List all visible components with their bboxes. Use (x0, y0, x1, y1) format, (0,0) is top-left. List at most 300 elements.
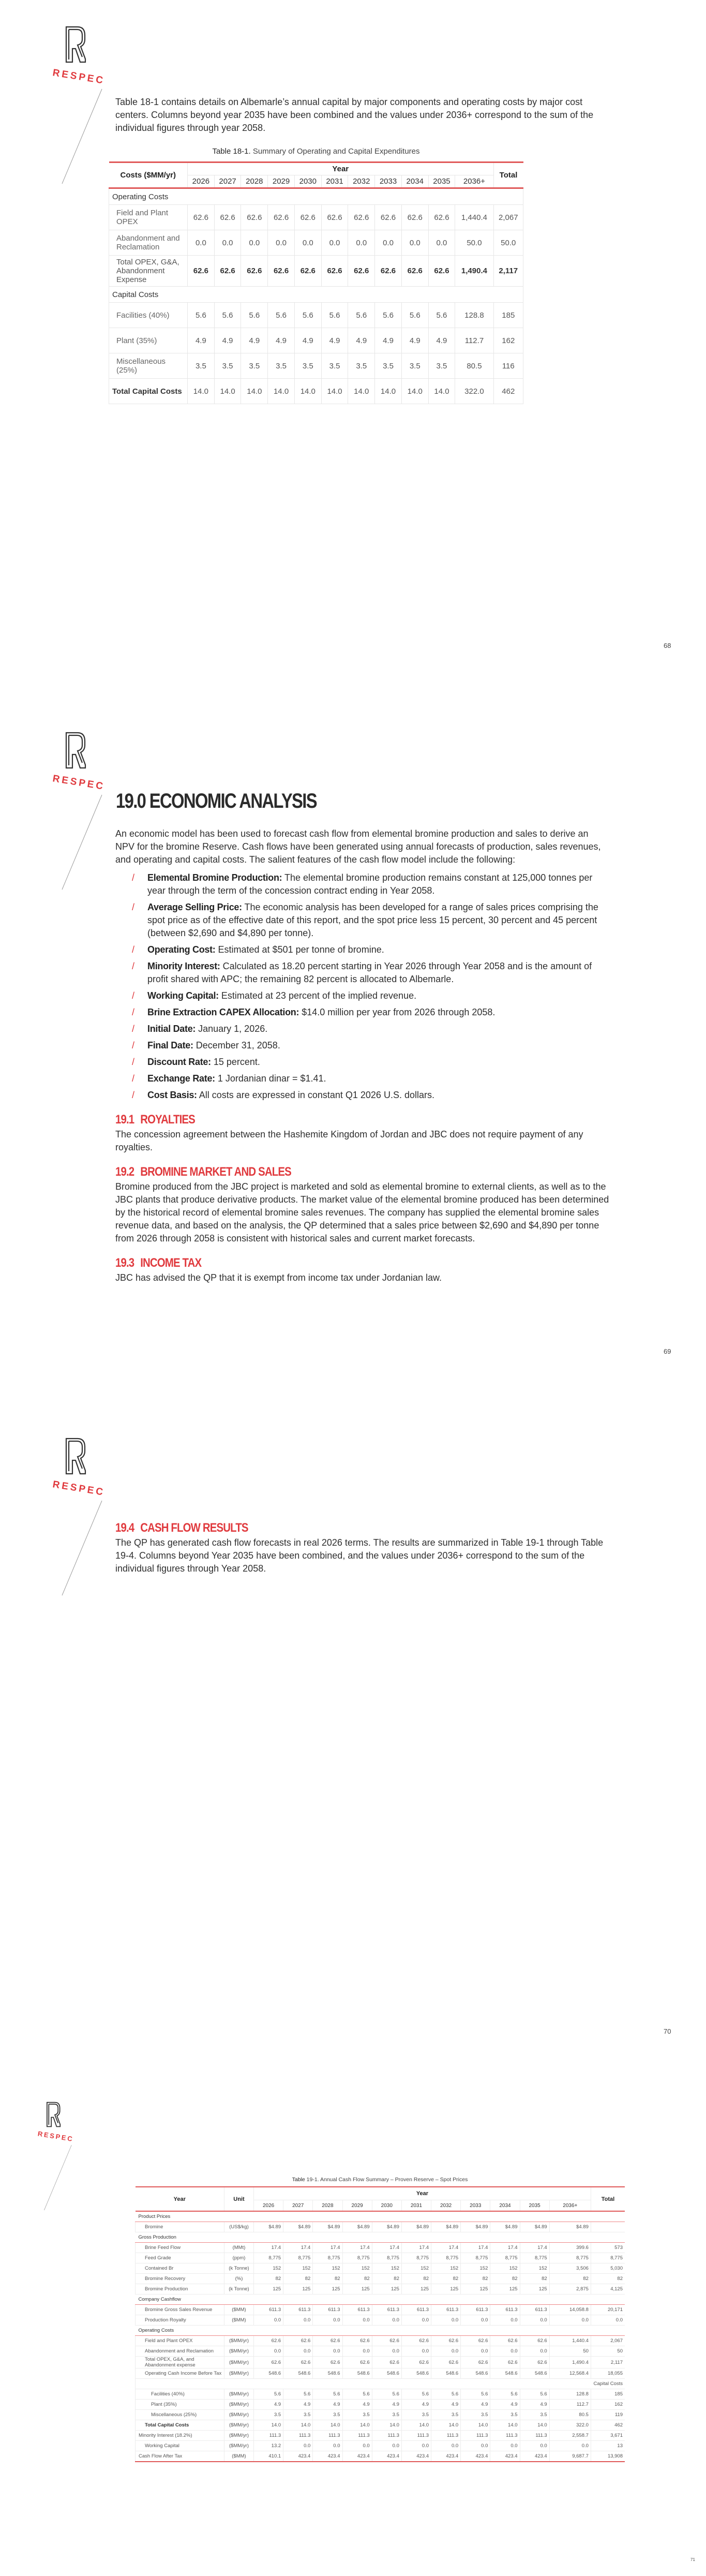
total-header: Total (493, 162, 523, 188)
cell-value: 119 (591, 2410, 625, 2420)
cell-value: 14.0 (431, 2420, 461, 2431)
row-label: Feed Grade (136, 2253, 224, 2263)
cell-value: 3,671 (591, 2431, 625, 2441)
row-label: Operating Cash Income Before Tax (136, 2368, 224, 2379)
cell-value: 0.0 (490, 2441, 520, 2451)
unit-cell: ($MM/yr) (224, 2389, 254, 2400)
cell-value: 125 (520, 2284, 549, 2294)
cell-value: 80.5 (455, 353, 493, 379)
cell-value: 17.4 (372, 2243, 401, 2253)
cell-value: 50 (591, 2346, 625, 2357)
cell-value: 152 (490, 2263, 520, 2274)
row-label: Total Capital Costs (136, 2420, 224, 2431)
cell-value: 62.6 (321, 205, 348, 230)
cell-value: 0.0 (401, 2346, 431, 2357)
table-row (136, 2451, 625, 2462)
row-label: Miscellaneous (25%) (136, 2410, 224, 2420)
cell-value: 3.5 (294, 353, 321, 379)
table-row (136, 2357, 625, 2368)
year-header: Year (254, 2187, 591, 2200)
cell-value: 0.0 (268, 230, 295, 256)
page-title: 19.0 ECONOMIC ANALYSIS (116, 790, 317, 812)
cell-value: $4.89 (431, 2222, 461, 2232)
cell-value: 3.5 (241, 353, 268, 379)
bullet-slash-icon: / (132, 961, 135, 971)
cell-value: 0.0 (294, 230, 321, 256)
page-number: 68 (664, 642, 671, 649)
cell-value: 50 (549, 2346, 591, 2357)
cell-value: 125 (401, 2284, 431, 2294)
cell-value: 62.6 (294, 205, 321, 230)
section-title: BROMINE MARKET AND SALES (140, 1165, 291, 1179)
unit-cell: ($MM/yr) (224, 2368, 254, 2379)
cell-value: 4.9 (313, 2400, 342, 2410)
cell-value: 4.9 (401, 2400, 431, 2410)
cell-value: 1,440.4 (455, 205, 493, 230)
caption-text: Summary of Operating and Capital Expenditures (250, 147, 420, 156)
cell-value: 0.0 (549, 2441, 591, 2451)
cell-value: 8,775 (342, 2253, 372, 2263)
cell-value: 4.9 (428, 328, 455, 353)
cell-value: 548.6 (431, 2368, 461, 2379)
unit-cell: (%) (224, 2274, 254, 2284)
cell-value: 17.4 (313, 2243, 342, 2253)
section-label: Product Prices (136, 2211, 625, 2222)
cell-value: 0.0 (431, 2441, 461, 2451)
cell-value: 3.5 (348, 353, 375, 379)
unit-cell: ($MM) (224, 2305, 254, 2315)
cell-value: 14.0 (241, 379, 268, 404)
bullet-text: Estimated at $501 per tonne of bromine. (215, 944, 384, 955)
svg-text:RESPEC: RESPEC (52, 773, 106, 792)
cell-value: 0.0 (321, 230, 348, 256)
bullet-text: December 31, 2058. (193, 1040, 280, 1050)
bullet-term: Elemental Bromine Production: (147, 872, 282, 883)
bullet-term: Initial Date: (147, 1024, 196, 1034)
unit-cell: (MMt) (224, 2243, 254, 2253)
bullet-slash-icon: / (132, 944, 135, 955)
cell-value: 423.4 (283, 2451, 313, 2462)
table-row (136, 2441, 625, 2451)
bullet-term: Brine Extraction CAPEX Allocation: (147, 1007, 299, 1017)
year-column-header: 2026 (188, 175, 215, 188)
cell-value: 62.6 (461, 2336, 490, 2346)
cell-value: 82 (342, 2274, 372, 2284)
cell-value: 4,125 (591, 2284, 625, 2294)
cell-value: 62.6 (283, 2336, 313, 2346)
cell-value: $4.89 (461, 2222, 490, 2232)
cell-value: 423.4 (520, 2451, 549, 2462)
cell-value: 3.5 (401, 2410, 431, 2420)
cell-value: 548.6 (342, 2368, 372, 2379)
svg-text:RESPEC: RESPEC (37, 2129, 74, 2143)
cell-value: 3.5 (268, 353, 295, 379)
section-row (136, 2379, 625, 2389)
bullet-term: Average Selling Price: (147, 902, 242, 912)
section-row (136, 2294, 625, 2305)
cell-value: 3.5 (431, 2410, 461, 2420)
cell-value: 152 (313, 2263, 342, 2274)
cell-value: 0.0 (375, 230, 402, 256)
cell-value: 62.6 (241, 205, 268, 230)
table-19-1 (135, 2186, 625, 2462)
cell-value: 3.5 (283, 2410, 313, 2420)
cell-value: 5.6 (431, 2389, 461, 2400)
year-column-header: 2036+ (549, 2200, 591, 2212)
cell-value: 611.3 (372, 2305, 401, 2315)
cell-value: 548.6 (490, 2368, 520, 2379)
bullet-text: 1 Jordanian dinar = $1.41. (215, 1073, 326, 1084)
cell-value: 5.6 (428, 303, 455, 328)
bullet-text: Estimated at 23 percent of the implied revenue. (218, 990, 417, 1001)
svg-text:RESPEC: RESPEC (52, 67, 106, 86)
bullet-slash-icon: / (132, 1040, 135, 1050)
row-label: Bromine Production (136, 2284, 224, 2294)
cell-value: 611.3 (490, 2305, 520, 2315)
cell-value: 62.6 (313, 2357, 342, 2368)
bullet-slash-icon: / (132, 990, 135, 1001)
unit-cell: ($MM) (224, 2451, 254, 2462)
cell-value: 111.3 (490, 2431, 520, 2441)
cell-value: 4.9 (372, 2400, 401, 2410)
row-label: Bromine Recovery (136, 2274, 224, 2284)
total-header: Total (591, 2187, 625, 2211)
cell-value: 548.6 (254, 2368, 283, 2379)
cell-value: 2,067 (493, 205, 523, 230)
bullet-slash-icon: / (132, 1007, 135, 1017)
cell-value: 423.4 (372, 2451, 401, 2462)
cell-value: 152 (254, 2263, 283, 2274)
cell-value: 3.5 (313, 2410, 342, 2420)
cell-value: 8,775 (520, 2253, 549, 2263)
cell-value: 8,775 (313, 2253, 342, 2263)
bullet-text: 15 percent. (211, 1057, 260, 1067)
cell-value: 0.0 (490, 2346, 520, 2357)
cell-value: 2,117 (493, 256, 523, 287)
cell-value: 12,568.4 (549, 2368, 591, 2379)
cell-value: 5.6 (214, 303, 241, 328)
cell-value: 8,775 (372, 2253, 401, 2263)
cell-value: 62.6 (490, 2336, 520, 2346)
cell-value: 62.6 (372, 2357, 401, 2368)
section-label: Capital Costs (109, 287, 523, 303)
cell-value: 8,775 (591, 2253, 625, 2263)
cell-value: 9,687.7 (549, 2451, 591, 2462)
cell-value: 0.0 (490, 2315, 520, 2326)
cell-value: 0.0 (591, 2315, 625, 2326)
cell-value: 5.6 (342, 2389, 372, 2400)
cell-value: 5.6 (268, 303, 295, 328)
section-label: Operating Costs (109, 188, 523, 205)
bullet-term: Exchange Rate: (147, 1073, 215, 1084)
cell-value: 3.5 (254, 2410, 283, 2420)
cell-value: 548.6 (372, 2368, 401, 2379)
cell-value: 4.9 (321, 328, 348, 353)
table-row (136, 2253, 625, 2263)
cell-value: 62.6 (254, 2336, 283, 2346)
cell-value: 82 (520, 2274, 549, 2284)
cell-value: 17.4 (401, 2243, 431, 2253)
cell-value: 116 (493, 353, 523, 379)
cell-value: 5,030 (591, 2263, 625, 2274)
row-label: Field and Plant OPEX (109, 205, 188, 230)
cell-value: 8,775 (254, 2253, 283, 2263)
table-row (136, 2431, 625, 2441)
cell-value: 5.6 (401, 303, 428, 328)
cell-value: 4.9 (241, 328, 268, 353)
cell-value: 3.5 (520, 2410, 549, 2420)
cell-value: 82 (431, 2274, 461, 2284)
cell-value: 1,440.4 (549, 2336, 591, 2346)
cell-value: 62.6 (428, 256, 455, 287)
cell-value: $4.89 (283, 2222, 313, 2232)
unit-cell: ($MM/yr) (224, 2420, 254, 2431)
bullet-term: Working Capital: (147, 990, 219, 1001)
cell-value: 62.6 (401, 205, 428, 230)
cell-value: 8,775 (283, 2253, 313, 2263)
row-label: Contained Br (136, 2263, 224, 2274)
unit-cell: ($MM/yr) (224, 2431, 254, 2441)
cell-value: 111.3 (342, 2431, 372, 2441)
section-paragraph: The QP has generated cash flow forecasts in real 2026 terms. The results are summarized in Table 19-1 through Table 19-4. Columns beyond Year 2035 have been combined, and the values under 2036+ correspond to the sum of the individual figures through Year 2058. (115, 1537, 604, 1574)
cell-value: 611.3 (283, 2305, 313, 2315)
year-column-header: 2028 (241, 175, 268, 188)
table-row (136, 2243, 625, 2253)
cell-value: 17.4 (283, 2243, 313, 2253)
cell-value: 128.8 (549, 2389, 591, 2400)
cell-value: 17.4 (254, 2243, 283, 2253)
table-row (136, 2389, 625, 2400)
section-paragraph: The concession agreement between the Hashemite Kingdom of Jordan and JBC does not require payment of any royalties. (115, 1129, 583, 1152)
cell-value: 5.6 (254, 2389, 283, 2400)
bullet-slash-icon: / (132, 872, 135, 883)
cell-value: $4.89 (520, 2222, 549, 2232)
cell-value: 14.0 (401, 2420, 431, 2431)
cell-value: 80.5 (549, 2410, 591, 2420)
cell-value: 62.6 (294, 256, 321, 287)
year-column-header: 2027 (214, 175, 241, 188)
table-row (136, 2420, 625, 2431)
cell-value: 4.9 (401, 328, 428, 353)
bullet-text: All costs are expressed in constant Q1 2026 U.S. dollars. (197, 1090, 434, 1100)
cell-value: 128.8 (455, 303, 493, 328)
cell-value: 0.0 (401, 2315, 431, 2326)
cell-value: 611.3 (520, 2305, 549, 2315)
cell-value: 111.3 (431, 2431, 461, 2441)
table-row (136, 2346, 625, 2357)
cell-value: 2,117 (591, 2357, 625, 2368)
cell-value: 611.3 (431, 2305, 461, 2315)
cell-value: 8,775 (401, 2253, 431, 2263)
cell-value: 0.0 (313, 2441, 342, 2451)
intro-paragraph: An economic model has been used to forecast cash flow from elemental bromine production and sales to derive an NPV for the bromine Reserve. Cash flows have been generated using annual forecasts of production, sales revenues, and operating and capital costs. The salient features of the cash flow model include the following: (115, 828, 601, 865)
cell-value: 423.4 (431, 2451, 461, 2462)
cell-value: 4.9 (294, 328, 321, 353)
cell-value: 4.9 (214, 328, 241, 353)
cell-value: 62.6 (348, 256, 375, 287)
cell-value: 62.6 (241, 256, 268, 287)
cell-value: 125 (342, 2284, 372, 2294)
cell-value: 13,908 (591, 2451, 625, 2462)
row-label: Total OPEX, G&A, and Abandonment expense (136, 2357, 224, 2368)
cell-value: 62.6 (214, 256, 241, 287)
cell-value: 0.0 (372, 2441, 401, 2451)
cell-value: 62.6 (254, 2357, 283, 2368)
cell-value: 14.0 (375, 379, 402, 404)
cell-value: 82 (372, 2274, 401, 2284)
cell-value: 4.9 (188, 328, 215, 353)
year-column-header: 2035 (520, 2200, 549, 2212)
respec-logo (34, 2101, 76, 2215)
cell-value: 62.6 (431, 2357, 461, 2368)
cell-value: 20,171 (591, 2305, 625, 2315)
cell-value: 62.6 (372, 2336, 401, 2346)
row-label: Abandonment and Reclamation (136, 2346, 224, 2357)
row-label: Total OPEX, G&A, Abandonment Expense (109, 256, 188, 287)
cell-value: 4.9 (348, 328, 375, 353)
cell-value: 112.7 (549, 2400, 591, 2410)
cell-value: 0.0 (342, 2346, 372, 2357)
cell-value: 3.5 (461, 2410, 490, 2420)
year-column-header: 2027 (283, 2200, 313, 2212)
table-row (136, 2400, 625, 2410)
cell-value: 125 (283, 2284, 313, 2294)
cell-value: 0.0 (428, 230, 455, 256)
cell-value: 50.0 (455, 230, 493, 256)
cell-value (591, 2222, 625, 2232)
year-column-header: 2035 (428, 175, 455, 188)
cell-value: 4.9 (431, 2400, 461, 2410)
cell-value: 0.0 (348, 230, 375, 256)
cell-value: 152 (461, 2263, 490, 2274)
cell-value: 5.6 (348, 303, 375, 328)
cell-value: 4.9 (268, 328, 295, 353)
costs-header: Costs ($MM/yr) (109, 162, 188, 188)
table-row (136, 2315, 625, 2326)
row-label: Cash Flow After Tax (136, 2451, 224, 2462)
cell-value: 611.3 (342, 2305, 372, 2315)
cell-value: 0.0 (372, 2346, 401, 2357)
row-label: Abandonment and Reclamation (109, 230, 188, 256)
cell-value: 423.4 (342, 2451, 372, 2462)
cell-value: 2,875 (549, 2284, 591, 2294)
cell-value: 0.0 (188, 230, 215, 256)
unit-cell: (ppm) (224, 2253, 254, 2263)
bullet-term: Discount Rate: (147, 1057, 211, 1067)
year-column-header: 2034 (401, 175, 428, 188)
bullet-term: Final Date: (147, 1040, 193, 1050)
cell-value: 152 (431, 2263, 461, 2274)
cell-value: 82 (461, 2274, 490, 2284)
cell-value: 17.4 (342, 2243, 372, 2253)
bullet-term: Operating Cost: (147, 944, 216, 955)
cell-value: 62.6 (348, 205, 375, 230)
row-label: Plant (35%) (109, 328, 188, 353)
cell-value: 0.0 (283, 2346, 313, 2357)
bullet-term: Minority Interest: (147, 961, 220, 971)
cell-value: 112.7 (455, 328, 493, 353)
cell-value: 5.6 (321, 303, 348, 328)
section-label: Capital Costs (136, 2379, 625, 2389)
table-row (136, 2410, 625, 2420)
cell-value: 0.0 (431, 2315, 461, 2326)
section-number: 19.3 (115, 1256, 134, 1270)
cell-value: $4.89 (549, 2222, 591, 2232)
row-label: Brine Feed Flow (136, 2243, 224, 2253)
unit-cell: ($MM/yr) (224, 2336, 254, 2346)
cell-value: $4.89 (254, 2222, 283, 2232)
cell-value: 111.3 (520, 2431, 549, 2441)
cell-value: 62.6 (214, 205, 241, 230)
cell-value: 185 (493, 303, 523, 328)
year-column-header: 2030 (294, 175, 321, 188)
unit-cell: (k Tonne) (224, 2263, 254, 2274)
cell-value: 14.0 (294, 379, 321, 404)
cell-value: 82 (591, 2274, 625, 2284)
year-column-header: 2032 (348, 175, 375, 188)
cell-value: 62.6 (313, 2336, 342, 2346)
unit-cell: ($MM/yr) (224, 2357, 254, 2368)
cell-value: 0.0 (461, 2346, 490, 2357)
row-label: Production Royalty (136, 2315, 224, 2326)
cell-value: 611.3 (254, 2305, 283, 2315)
year-column-header: 2036+ (455, 175, 493, 188)
cell-value: 611.3 (461, 2305, 490, 2315)
bullet-slash-icon: / (132, 1073, 135, 1084)
cell-value: $4.89 (342, 2222, 372, 2232)
cell-value: 611.3 (401, 2305, 431, 2315)
cell-value: 125 (313, 2284, 342, 2294)
cell-value: $4.89 (313, 2222, 342, 2232)
page-number: 69 (664, 1348, 671, 1355)
cell-value: 399.6 (549, 2243, 591, 2253)
section-label: Gross Production (136, 2232, 625, 2243)
year-column-header: 2028 (313, 2200, 342, 2212)
bullet-slash-icon: / (132, 1057, 135, 1067)
cell-value: 5.6 (375, 303, 402, 328)
cell-value: 14.0 (188, 379, 215, 404)
year-column-header: 2033 (375, 175, 402, 188)
cell-value: $4.89 (372, 2222, 401, 2232)
cell-value: 4.9 (254, 2400, 283, 2410)
cell-value: 3,506 (549, 2263, 591, 2274)
cell-value: 3.5 (490, 2410, 520, 2420)
section-number: 19.4 (115, 1521, 134, 1535)
cell-value: 3.5 (372, 2410, 401, 2420)
cell-value: 548.6 (401, 2368, 431, 2379)
cell-value: 62.6 (431, 2336, 461, 2346)
caption-label: Table 18-1. (212, 147, 251, 156)
cell-value: 62.6 (268, 256, 295, 287)
cell-value: 14.0 (313, 2420, 342, 2431)
section-title: ROYALTIES (140, 1113, 195, 1127)
cell-value: 18,055 (591, 2368, 625, 2379)
cell-value: 0.0 (254, 2315, 283, 2326)
year-header: Year (188, 162, 494, 175)
page-number: 70 (664, 2027, 671, 2035)
cell-value: 125 (372, 2284, 401, 2294)
cell-value: 3.5 (428, 353, 455, 379)
svg-text:RESPEC: RESPEC (52, 1479, 106, 1498)
cell-value: 0.0 (283, 2315, 313, 2326)
cell-value: 423.4 (313, 2451, 342, 2462)
bullet-slash-icon: / (132, 1090, 135, 1100)
cell-value: 62.6 (461, 2357, 490, 2368)
cell-value: 62.6 (375, 205, 402, 230)
cell-value: 3.5 (188, 353, 215, 379)
cell-value: 14.0 (461, 2420, 490, 2431)
cell-value: 185 (591, 2389, 625, 2400)
